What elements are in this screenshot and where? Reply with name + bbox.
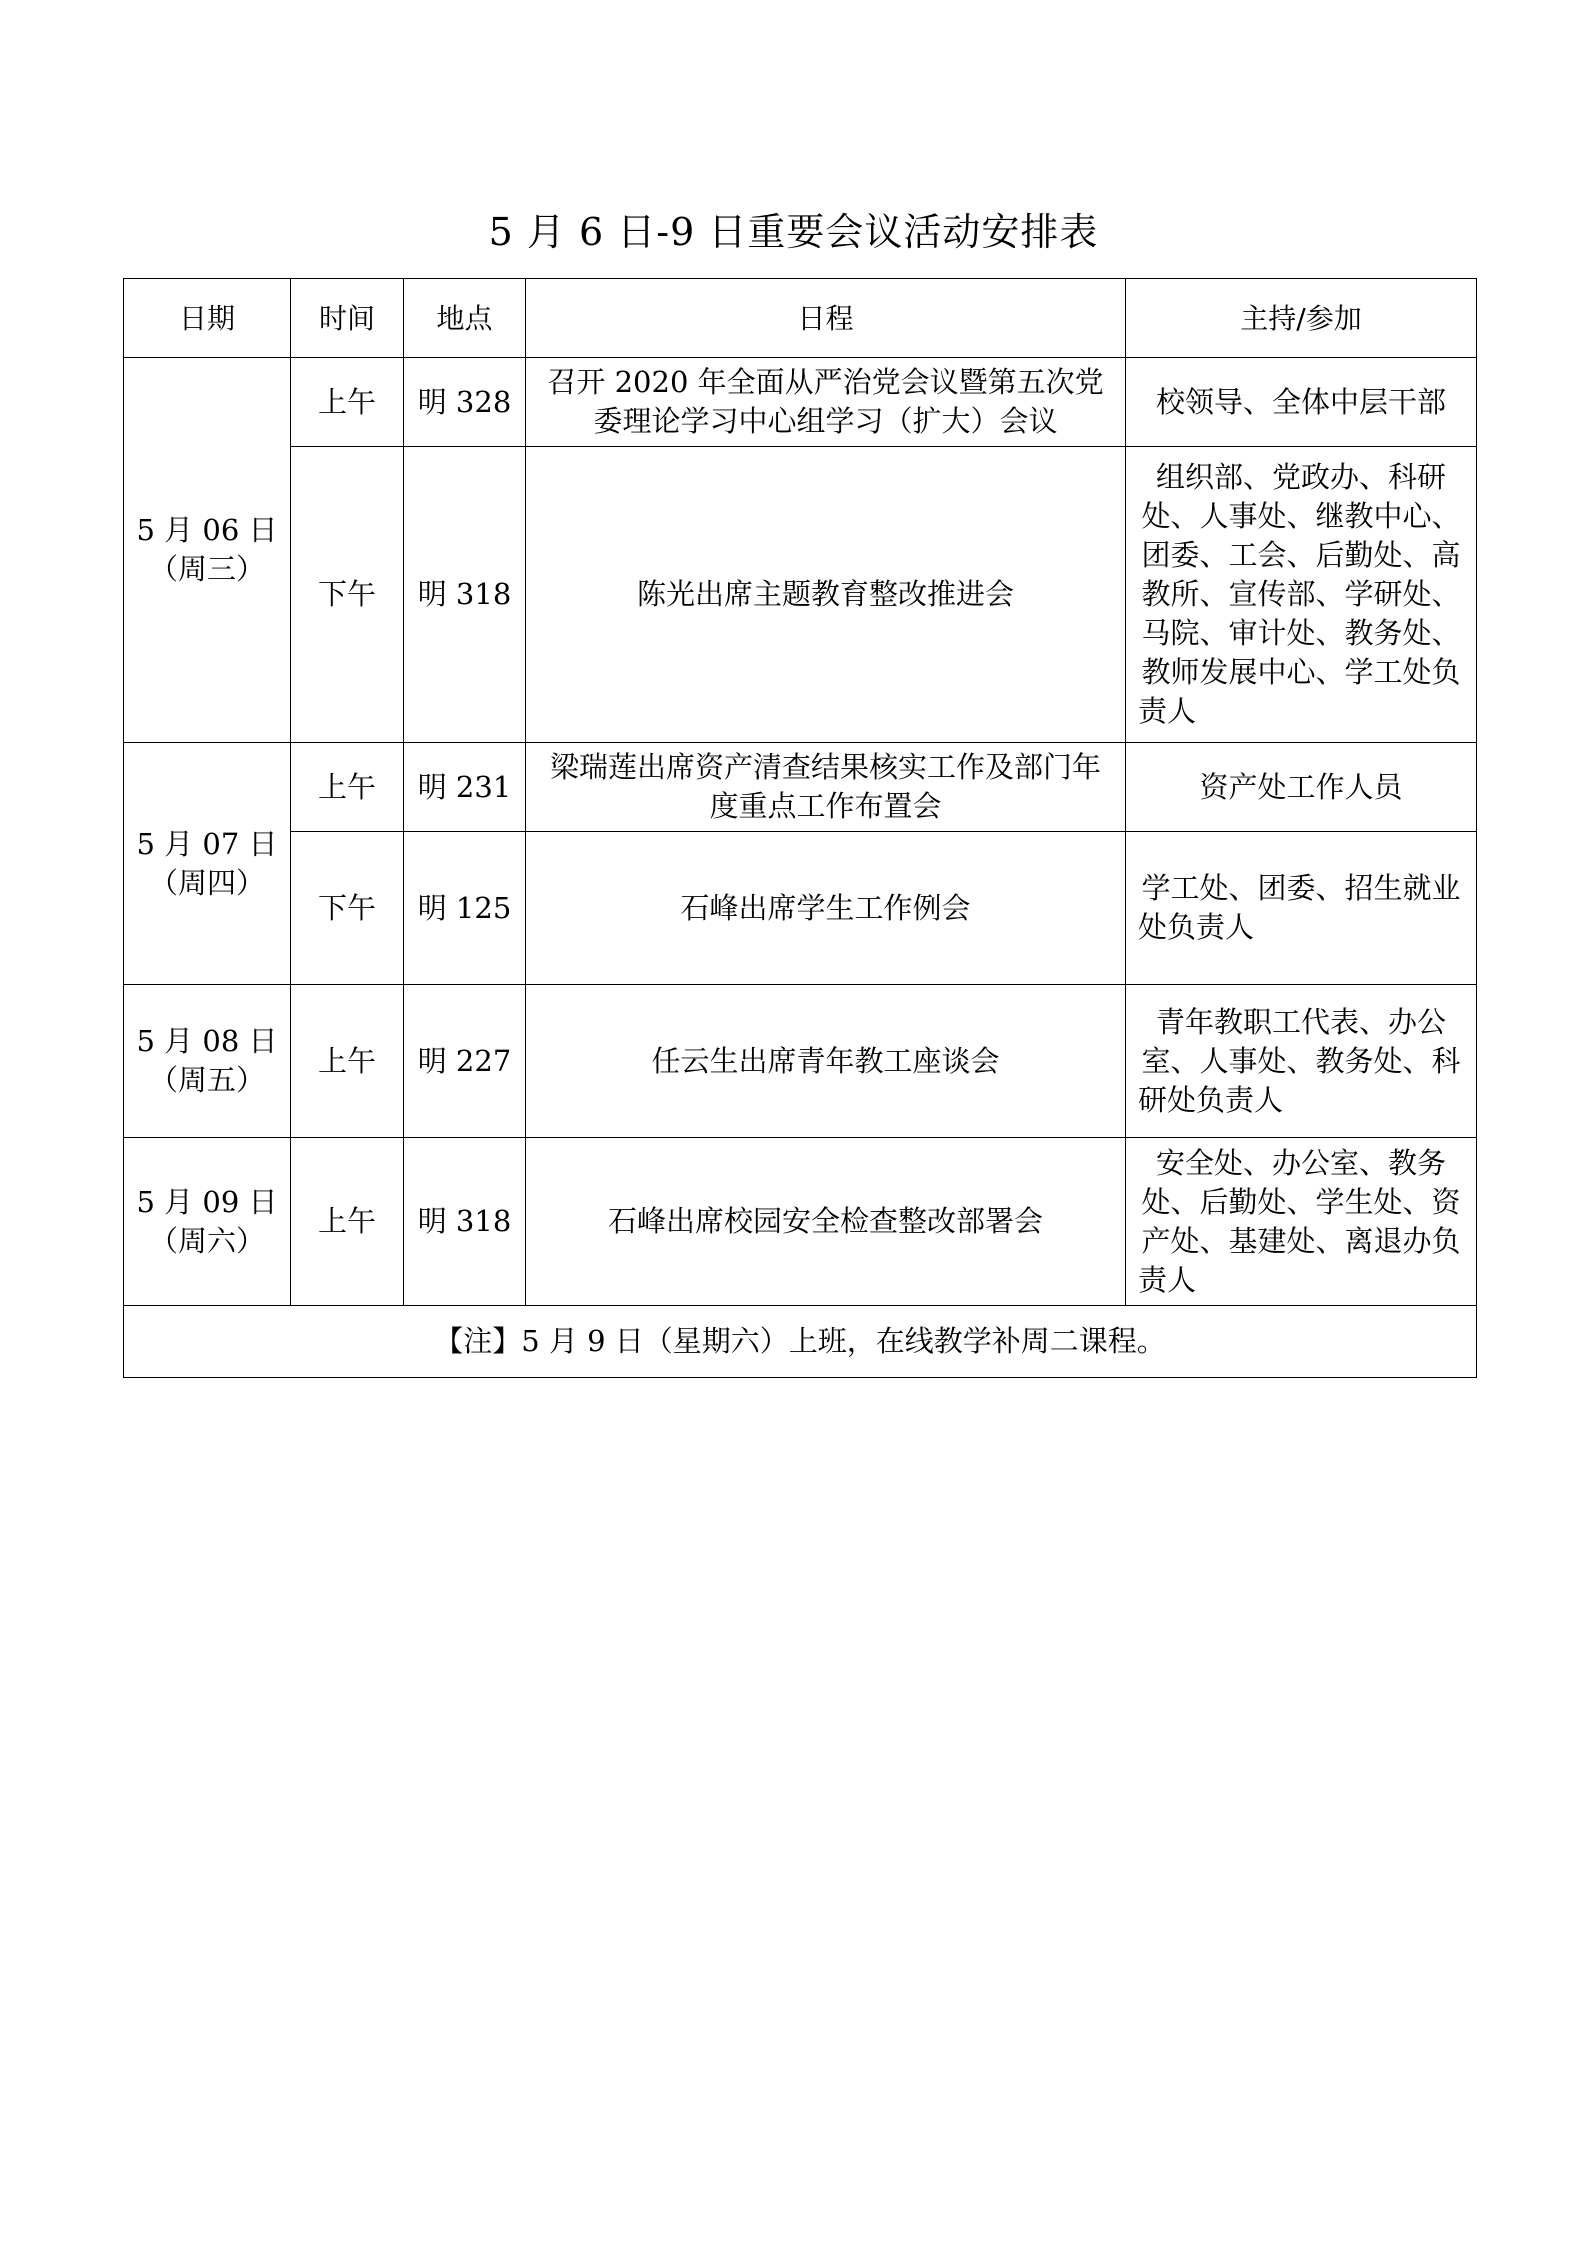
schedule-table bbox=[123, 278, 1477, 1378]
table-row bbox=[124, 832, 1477, 985]
time-cell: 上午 bbox=[291, 985, 404, 1138]
time-cell: 上午 bbox=[291, 1138, 404, 1306]
attendees-cell: 组织部、党政办、科研处、人事处、继教中心、团委、工会、后勤处、高教所、宣传部、学研处、马院、审计处、教务处、教师发展中心、学工处负责人 bbox=[1126, 447, 1477, 743]
header-time: 时间 bbox=[291, 279, 404, 358]
attendees-cell: 校领导、全体中层干部 bbox=[1126, 358, 1477, 447]
table-row bbox=[124, 743, 1477, 832]
attendees-cell: 安全处、办公室、教务处、后勤处、学生处、资产处、基建处、离退办负责人 bbox=[1126, 1138, 1477, 1306]
agenda-cell: 石峰出席学生工作例会 bbox=[526, 832, 1126, 985]
time-cell: 上午 bbox=[291, 358, 404, 447]
header-location: 地点 bbox=[404, 279, 526, 358]
note-row bbox=[124, 1306, 1477, 1378]
table-row bbox=[124, 358, 1477, 447]
date-text: 5 月 09 日 bbox=[136, 1184, 278, 1219]
agenda-cell: 陈光出席主题教育整改推进会 bbox=[526, 447, 1126, 743]
note-text: 【注】5 月 9 日（星期六）上班，在线教学补周二课程。 bbox=[124, 1306, 1477, 1378]
time-cell: 下午 bbox=[291, 832, 404, 985]
header-row bbox=[124, 279, 1477, 358]
weekday-text: （周三） bbox=[148, 552, 265, 586]
table-row bbox=[124, 1138, 1477, 1306]
time-cell: 下午 bbox=[291, 447, 404, 743]
location-cell: 明 227 bbox=[404, 985, 526, 1138]
location-cell: 明 125 bbox=[404, 832, 526, 985]
attendees-cell: 资产处工作人员 bbox=[1126, 743, 1477, 832]
header-date: 日期 bbox=[124, 279, 291, 358]
agenda-cell: 石峰出席校园安全检查整改部署会 bbox=[526, 1138, 1126, 1306]
date-cell bbox=[124, 743, 291, 985]
weekday-text: （周四） bbox=[148, 865, 265, 900]
agenda-cell: 召开 2020 年全面从严治党会议暨第五次党委理论学习中心组学习（扩大）会议 bbox=[526, 358, 1126, 447]
header-agenda: 日程 bbox=[526, 279, 1126, 358]
header-host: 主持/参加 bbox=[1126, 279, 1477, 358]
date-cell bbox=[124, 985, 291, 1138]
attendees-cell: 青年教职工代表、办公室、人事处、教务处、科研处负责人 bbox=[1126, 985, 1477, 1138]
table-row bbox=[124, 985, 1477, 1138]
date-text: 5 月 06 日 bbox=[136, 513, 278, 547]
agenda-cell: 任云生出席青年教工座谈会 bbox=[526, 985, 1126, 1138]
weekday-text: （周五） bbox=[148, 1063, 265, 1097]
page-title: 5 月 6 日-9 日重要会议活动安排表 bbox=[488, 210, 1099, 254]
table-row bbox=[124, 447, 1477, 743]
location-cell: 明 318 bbox=[404, 447, 526, 743]
weekday-text: （周六） bbox=[148, 1223, 265, 1258]
location-cell: 明 231 bbox=[404, 743, 526, 832]
location-cell: 明 328 bbox=[404, 358, 526, 447]
location-cell: 明 318 bbox=[404, 1138, 526, 1306]
agenda-cell: 梁瑞莲出席资产清查结果核实工作及部门年度重点工作布置会 bbox=[526, 743, 1126, 832]
date-cell bbox=[124, 1138, 291, 1306]
attendees-cell: 学工处、团委、招生就业处负责人 bbox=[1126, 832, 1477, 985]
date-text: 5 月 07 日 bbox=[136, 826, 278, 861]
date-cell bbox=[124, 358, 291, 743]
time-cell: 上午 bbox=[291, 743, 404, 832]
date-text: 5 月 08 日 bbox=[136, 1024, 278, 1058]
